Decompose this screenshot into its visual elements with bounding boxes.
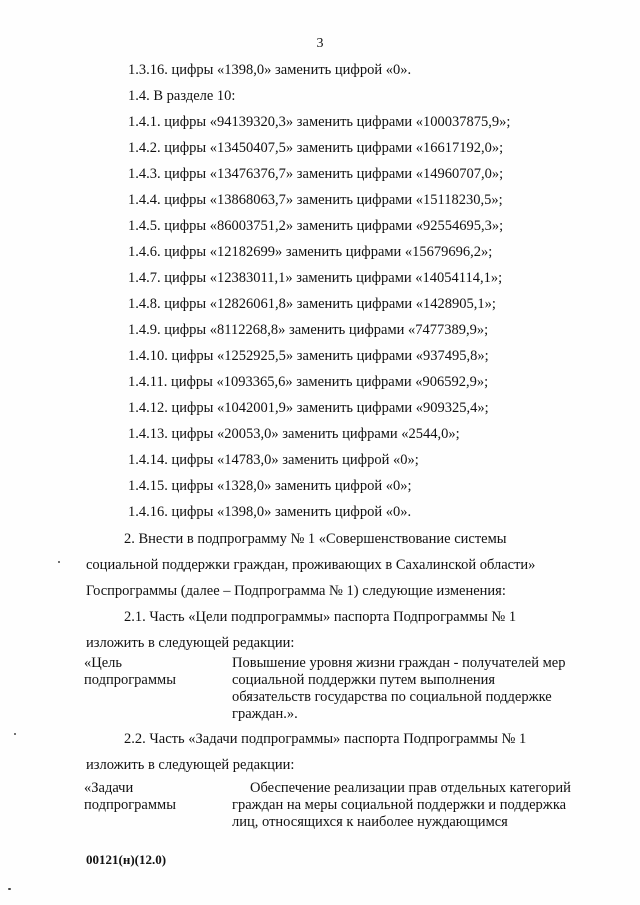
list-item: 1.4.16. цифры «1398,0» заменить цифрой «0». <box>128 504 412 520</box>
list-item: 1.4.15. цифры «1328,0» заменить цифрой «0»; <box>128 478 412 494</box>
table-label-line: подпрограммы <box>84 797 176 813</box>
list-item: 1.4.10. цифры «1252925,5» заменить цифрами «937495,8»; <box>128 348 489 364</box>
table-label-line: подпрограммы <box>84 672 176 688</box>
paragraph-line: социальной поддержки граждан, проживающих в Сахалинской области» <box>86 557 536 573</box>
list-item: 1.4.3. цифры «13476376,7» заменить цифрами «14960707,0»; <box>128 166 504 182</box>
list-item: 1.4.9. цифры «8112268,8» заменить цифрами «7477389,9»; <box>128 322 489 338</box>
scan-speck <box>14 733 16 735</box>
table-value-line: обязательств государства по социальной поддержке <box>232 689 552 705</box>
list-item: 1.4.4. цифры «13868063,7» заменить цифрами «15118230,5»; <box>128 192 503 208</box>
paragraph-line: изложить в следующей редакции: <box>86 635 295 651</box>
document-code: 00121(н)(12.0) <box>86 852 167 867</box>
paragraph-line: изложить в следующей редакции: <box>86 757 295 773</box>
scan-speck <box>8 888 11 890</box>
table-value-line: Обеспечение реализации прав отдельных категорий <box>250 780 571 796</box>
list-item: 1.4.13. цифры «20053,0» заменить цифрами «2544,0»; <box>128 426 460 442</box>
list-item: 1.4. В разделе 10: <box>128 88 236 104</box>
table-value-line: социальной поддержки путем выполнения <box>232 672 496 688</box>
table-value-line: лиц, относящихся к наиболее нуждающимся <box>232 814 508 830</box>
list-item: 1.4.11. цифры «1093365,6» заменить цифрами «906592,9»; <box>128 374 489 390</box>
paragraph-line: 2.2. Часть «Задачи подпрограммы» паспорта Подпрограммы № 1 <box>124 731 527 747</box>
table-label-line: «Задачи <box>84 780 134 796</box>
table-value-line: граждан на меры социальной поддержки и поддержка <box>232 797 567 813</box>
paragraph-line: 2.1. Часть «Цели подпрограммы» паспорта Подпрограммы № 1 <box>124 609 517 625</box>
table-value-goal <box>232 655 586 723</box>
list-item: 1.4.5. цифры «86003751,2» заменить цифрами «92554695,3»; <box>128 218 504 234</box>
table-label-line: «Цель <box>84 655 123 671</box>
page-number: 3 <box>316 36 324 51</box>
list-item: 1.4.8. цифры «12826061,8» заменить цифрами «1428905,1»; <box>128 296 496 312</box>
list-item: 1.4.7. цифры «12383011,1» заменить цифрами «14054114,1»; <box>128 270 503 286</box>
table-value-line: Повышение уровня жизни граждан - получателей мер <box>232 655 566 671</box>
table-label-goal <box>84 655 214 689</box>
list-item: 1.3.16. цифры «1398,0» заменить цифрой «0». <box>128 62 412 78</box>
list-item: 1.4.1. цифры «94139320,3» заменить цифрами «100037875,9»; <box>128 114 511 130</box>
list-item: 1.4.6. цифры «12182699» заменить цифрами «15679696,2»; <box>128 244 493 260</box>
paragraph-line: 2. Внести в подпрограмму № 1 «Совершенствование системы <box>124 531 507 547</box>
list-item: 1.4.2. цифры «13450407,5» заменить цифрами «16617192,0»; <box>128 140 504 156</box>
list-item: 1.4.14. цифры «14783,0» заменить цифрой «0»; <box>128 452 419 468</box>
list-item: 1.4.12. цифры «1042001,9» заменить цифрами «909325,4»; <box>128 400 489 416</box>
table-label-tasks <box>84 780 214 814</box>
scan-speck <box>58 561 60 563</box>
table-value-tasks <box>232 780 586 831</box>
paragraph-line: Госпрограммы (далее – Подпрограмма № 1) следующие изменения: <box>86 583 506 599</box>
table-value-line: граждан.». <box>232 706 298 722</box>
